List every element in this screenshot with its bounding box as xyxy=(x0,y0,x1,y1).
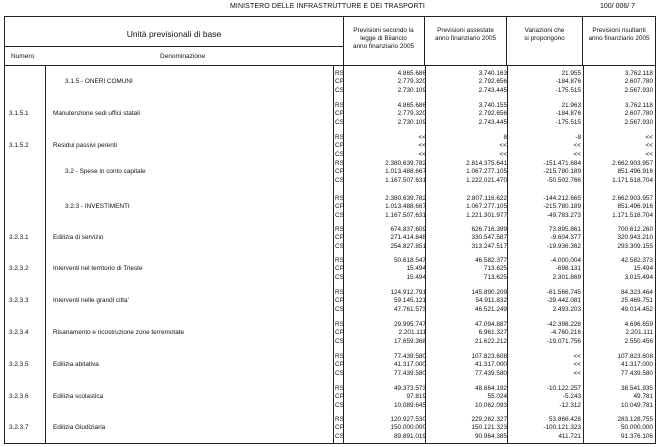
table-cell: << xyxy=(418,150,426,158)
row-denomination: Edilizia abitativa xyxy=(53,361,99,368)
table-cell: 15.494 xyxy=(406,273,426,281)
table-cell: -19.936.362 xyxy=(546,242,581,250)
row-values-c3 xyxy=(510,195,581,220)
table-cell: 77.439.580 xyxy=(475,369,507,377)
row-values-c3 xyxy=(510,321,581,346)
row-code: CS xyxy=(335,305,344,313)
table-cell: 3.015.494 xyxy=(624,273,653,281)
table-cell: 107.823.608 xyxy=(617,353,653,360)
row-code: CP xyxy=(335,142,344,150)
table-cell: 25.469.751 xyxy=(621,297,653,305)
table-cell: -50.502.766 xyxy=(546,176,581,184)
row-codes xyxy=(335,102,349,127)
row-code: RS xyxy=(335,321,344,328)
table-cell: 2.792.656 xyxy=(478,110,507,118)
row-code: CP xyxy=(335,424,344,432)
column-previsioni-assestate: Previsioni assestate anno finanziario 2005 xyxy=(425,17,507,65)
table-cell: << xyxy=(645,142,653,150)
table-cell: 2.662.903.957 xyxy=(612,160,653,167)
table-cell: -144.212.665 xyxy=(543,195,581,202)
row-values-c4 xyxy=(585,353,653,378)
table-cell: -100.121.323 xyxy=(543,424,581,432)
row-values-c3 xyxy=(510,416,581,441)
row-code: RS xyxy=(335,102,344,109)
row-values-c4 xyxy=(585,160,653,185)
table-cell: 73.895.861 xyxy=(549,226,581,233)
row-values-c2 xyxy=(430,70,507,95)
row-values-c4 xyxy=(585,321,653,346)
table-cell: << xyxy=(573,369,581,377)
row-codes xyxy=(335,416,349,441)
row-values-c2 xyxy=(430,289,507,314)
table-header xyxy=(5,17,655,66)
table-cell: 42.582.373 xyxy=(621,257,653,264)
table-cell: 54.911.832 xyxy=(475,297,507,305)
row-values-c2 xyxy=(430,353,507,378)
row-code: CS xyxy=(335,337,344,345)
row-code: CS xyxy=(335,432,344,440)
table-cell: 1.171.518.704 xyxy=(612,176,653,184)
column-numero: Numero xyxy=(11,53,35,60)
table-cell: -19.071.756 xyxy=(546,337,581,345)
table-cell: -4.000.004 xyxy=(550,257,581,264)
table-cell: -5.243 xyxy=(562,393,581,401)
table-cell: 1.221.301.977 xyxy=(466,211,507,219)
table-cell: -151.471.684 xyxy=(543,160,581,167)
table-cell: 97.819 xyxy=(406,393,426,401)
row-codes xyxy=(335,353,349,378)
table-cell: 145.890.209 xyxy=(471,289,507,296)
row-values-c2 xyxy=(430,385,507,410)
table-cell: 89.891.019 xyxy=(394,432,426,440)
row-values-c4 xyxy=(585,102,653,127)
table-cell: 47.761.573 xyxy=(394,305,426,313)
table-cell: 2.662.903.957 xyxy=(612,195,653,202)
table-cell: 411.721 xyxy=(558,432,581,440)
table-cell: 271.414.848 xyxy=(390,234,426,242)
row-code: RS xyxy=(335,353,344,360)
table-cell: 851.496.916 xyxy=(617,168,653,176)
table-cell: << xyxy=(645,150,653,158)
table-cell: -61.566.745 xyxy=(546,289,581,296)
row-number: 3.2.3.6 xyxy=(9,393,29,400)
row-code: CS xyxy=(335,401,344,409)
row-code: RS xyxy=(335,134,344,141)
row-denomination: 3.1.5 - ONERI COMUNI xyxy=(65,78,133,85)
row-values-c1 xyxy=(350,160,426,185)
table-cell: -215.780.189 xyxy=(543,168,581,176)
row-number: 3.2.3.4 xyxy=(9,329,29,336)
table-cell: 17.659.368 xyxy=(394,337,426,345)
table-cell: << xyxy=(573,361,581,369)
row-denomination: Risanamento e ricostruzione zone terremotate xyxy=(53,329,185,336)
table-cell: 55.024 xyxy=(487,393,507,401)
table-cell: -12.312 xyxy=(559,401,581,409)
table-cell: << xyxy=(499,142,507,150)
row-values-c3 xyxy=(510,385,581,410)
table-cell: 15.494 xyxy=(406,265,426,273)
row-denomination: Manutenzione sedi uffici statali xyxy=(53,110,140,117)
row-values-c1 xyxy=(350,226,426,251)
table-cell: 1.167.507.631 xyxy=(385,176,426,184)
row-values-c1 xyxy=(350,195,426,220)
table-cell: 46.521.249 xyxy=(475,305,507,313)
table-cell: 2.567.930 xyxy=(624,118,653,126)
table-cell: 3.762.118 xyxy=(625,70,653,77)
table-cell: 2.779.320 xyxy=(397,78,426,86)
table-cell: 38.541.935 xyxy=(621,385,653,392)
row-codes xyxy=(335,257,349,282)
table-cell: << xyxy=(645,134,653,141)
table-cell: 330.547.587 xyxy=(471,234,507,242)
row-code: CP xyxy=(335,78,344,86)
row-values-c3 xyxy=(510,160,581,185)
row-values-c1 xyxy=(350,257,426,282)
row-values-c4 xyxy=(585,195,653,220)
table-cell: 2.607.780 xyxy=(624,78,653,86)
table-cell: 107.823.608 xyxy=(471,353,507,360)
table-cell: 674.837.609 xyxy=(390,226,426,233)
row-code: RS xyxy=(335,160,344,167)
table-cell: 2.380.639.782 xyxy=(385,160,426,167)
table-cell: 120.927.530 xyxy=(390,416,426,423)
table-cell: 77.439.580 xyxy=(621,369,653,377)
row-values-c1 xyxy=(350,416,426,441)
row-values-c3 xyxy=(510,353,581,378)
table-cell: 293.309.155 xyxy=(617,242,653,250)
row-code: CP xyxy=(335,110,344,118)
table-cell: -184.876 xyxy=(555,78,581,86)
table-cell: << xyxy=(573,150,581,158)
column-previsioni-legge: Previsioni secondo la legge di Bilancio anno finanziario 2005 xyxy=(343,17,425,65)
table-cell: -175.515 xyxy=(555,86,581,94)
row-code: CS xyxy=(335,150,344,158)
row-code: RS xyxy=(335,70,344,77)
table-cell: -29.442.081 xyxy=(546,297,581,305)
table-cell: 15.494 xyxy=(633,265,653,273)
row-values-c4 xyxy=(585,416,653,441)
row-values-c4 xyxy=(585,385,653,410)
row-denomination: Edilizia Giudiziaria xyxy=(53,424,106,431)
table-cell: 21.963 xyxy=(561,102,581,109)
row-denomination: 3.2.3 - INVESTIMENTI xyxy=(65,203,130,210)
row-denomination: 3.2 - Spese in conto capitale xyxy=(65,168,146,175)
table-cell: << xyxy=(573,142,581,150)
row-denomination: Residui passivi perenti xyxy=(53,142,117,149)
column-previsioni-risultanti: Previsioni risultanti anno finanziario 2005 xyxy=(588,27,650,42)
unit-title: Unità previsionali di base xyxy=(126,29,222,39)
table-cell: 1.013.488.667 xyxy=(385,168,426,176)
table-cell: 6.961.327 xyxy=(478,329,507,337)
row-code: CP xyxy=(335,393,344,401)
document-header xyxy=(0,3,663,13)
table-cell: 4.865.686 xyxy=(397,102,426,109)
table-cell: 1.013.488.667 xyxy=(385,203,426,211)
row-codes xyxy=(335,289,349,314)
row-values-c3 xyxy=(510,257,581,282)
table-cell: 59.145.121 xyxy=(394,297,426,305)
row-values-c1 xyxy=(350,353,426,378)
table-cell: 713.625 xyxy=(483,273,507,281)
table-cell: 1.222.021.470 xyxy=(466,176,507,184)
row-values-c4 xyxy=(585,134,653,159)
row-values-c1 xyxy=(350,102,426,127)
row-values-c3 xyxy=(510,102,581,127)
row-code: RS xyxy=(335,416,344,423)
row-number: 3.1.5.2 xyxy=(9,142,29,149)
table-cell: 2.730.109 xyxy=(397,86,426,94)
table-cell: 2.567.930 xyxy=(624,86,653,94)
table-cell: 4.696.659 xyxy=(624,321,653,328)
table-cell: 3.740.155 xyxy=(478,102,507,109)
row-code: CP xyxy=(335,265,344,273)
table-cell: 150.000.000 xyxy=(390,424,426,432)
table-cell: 53.866.428 xyxy=(549,416,581,423)
table-cell: 8 xyxy=(503,134,507,141)
table-cell: 49.014.452 xyxy=(621,305,653,313)
column-variazioni: Variazioni che si propongono xyxy=(507,17,583,65)
table-cell: 46.582.377 xyxy=(475,257,507,264)
table-cell: 2.607.780 xyxy=(624,110,653,118)
row-code: CS xyxy=(335,369,344,377)
row-values-c3 xyxy=(510,134,581,159)
row-code: CP xyxy=(335,168,344,176)
row-code: CP xyxy=(335,234,344,242)
row-number: 3.2.3.7 xyxy=(9,424,29,431)
row-denomination: Edilizia scolastica xyxy=(53,393,104,400)
row-code: RS xyxy=(335,195,344,202)
row-values-c2 xyxy=(430,160,507,185)
table-cell: 626.716.399 xyxy=(471,226,507,233)
table-cell: 10.049.781 xyxy=(621,401,653,409)
row-denomination: Interventi nel territorio di Trieste xyxy=(53,265,143,272)
row-codes xyxy=(335,70,349,95)
table-cell: 50.000.000 xyxy=(621,424,653,432)
table-cell: << xyxy=(573,353,581,360)
table-cell: 3.740.163 xyxy=(478,70,507,77)
table-cell: 851.496.916 xyxy=(617,203,653,211)
row-code: CP xyxy=(335,297,344,305)
table-cell: 48.664.192 xyxy=(475,385,507,392)
page-number: 100/ 006/ 7 xyxy=(600,3,636,10)
row-number: 3.2.3.5 xyxy=(9,361,29,368)
table-cell: 2.550.456 xyxy=(624,337,653,345)
row-values-c3 xyxy=(510,226,581,251)
row-code: CP xyxy=(335,203,344,211)
row-code: CS xyxy=(335,86,344,94)
table-cell: -49.783.273 xyxy=(546,211,581,219)
row-values-c2 xyxy=(430,134,507,159)
table-cell: 3.762.118 xyxy=(625,102,653,109)
table-cell: 21.622.212 xyxy=(475,337,507,345)
table-cell: 2.814.375.641 xyxy=(466,160,507,167)
table-cell: 4.865.686 xyxy=(397,70,426,77)
row-values-c1 xyxy=(350,385,426,410)
row-values-c2 xyxy=(430,321,507,346)
row-values-c2 xyxy=(430,195,507,220)
table-cell: 49.781 xyxy=(633,393,653,401)
row-number: 3.2.3.2 xyxy=(9,265,29,272)
table-cell: 1.067.277.105 xyxy=(466,203,507,211)
table-cell: -42.398.228 xyxy=(546,321,581,328)
table-cell: 1.171.518.704 xyxy=(612,211,653,219)
row-values-c3 xyxy=(510,70,581,95)
row-values-c2 xyxy=(430,102,507,127)
table-cell: << xyxy=(418,134,426,141)
table-cell: 2.301.869 xyxy=(552,273,581,281)
table-cell: -10.122.257 xyxy=(546,385,581,392)
table-cell: 124.912.791 xyxy=(390,289,426,296)
table-cell: 313.247.517 xyxy=(471,242,507,250)
table-cell: -4.760.216 xyxy=(550,329,581,337)
table-cell: 2.807.116.622 xyxy=(466,195,507,202)
table-cell: -9.604.377 xyxy=(550,234,581,242)
row-code: CS xyxy=(335,242,344,250)
row-values-c4 xyxy=(585,70,653,95)
table-cell: 47.094.887 xyxy=(475,321,507,328)
row-code: RS xyxy=(335,385,344,392)
table-cell: 90.964.385 xyxy=(475,432,507,440)
table-cell: -175.515 xyxy=(555,118,581,126)
row-values-c2 xyxy=(430,416,507,441)
column-denominazione: Denominazione xyxy=(160,53,206,60)
row-number: 3.2.3.1 xyxy=(9,234,29,241)
unit-header xyxy=(5,17,344,65)
table-cell: -215.780.189 xyxy=(543,203,581,211)
row-values-c1 xyxy=(350,289,426,314)
table-cell: 91.376.106 xyxy=(621,432,653,440)
row-number: 3.1.5.1 xyxy=(9,110,29,117)
budget-table xyxy=(4,16,656,444)
table-cell: 2.730.109 xyxy=(397,118,426,126)
table-cell: 2.493.203 xyxy=(552,305,581,313)
table-cell: 320.943.210 xyxy=(617,234,653,242)
table-cell: << xyxy=(499,150,507,158)
table-cell: 10.089.645 xyxy=(394,401,426,409)
table-cell: 229.262.327 xyxy=(471,416,507,423)
row-values-c4 xyxy=(585,289,653,314)
row-number: 3.2.3.3 xyxy=(9,297,29,304)
row-codes xyxy=(335,321,349,346)
table-cell: 50.618.547 xyxy=(394,257,426,264)
table-cell: 41.317.000 xyxy=(475,361,507,369)
row-values-c4 xyxy=(585,257,653,282)
row-values-c1 xyxy=(350,70,426,95)
row-denomination: Interventi nelle grandi citta' xyxy=(53,297,129,304)
table-cell: 41.317.000 xyxy=(621,361,653,369)
table-cell: 29.995.747 xyxy=(394,321,426,328)
row-code: CS xyxy=(335,273,344,281)
table-cell: 77.439.580 xyxy=(394,369,426,377)
table-cell: 1.067.277.105 xyxy=(466,168,507,176)
row-values-c4 xyxy=(585,226,653,251)
table-cell: << xyxy=(418,142,426,150)
row-code: CS xyxy=(335,211,344,219)
table-cell: 2.201.111 xyxy=(625,329,653,337)
row-codes xyxy=(335,385,349,410)
table-cell: 21.955 xyxy=(561,70,581,77)
row-codes xyxy=(335,160,349,185)
table-cell: 700.612.260 xyxy=(617,226,653,233)
table-cell: -184.876 xyxy=(555,110,581,118)
table-cell: 10.062.093 xyxy=(475,401,507,409)
row-values-c1 xyxy=(350,321,426,346)
row-values-c2 xyxy=(430,257,507,282)
table-cell: 1.167.507.631 xyxy=(385,211,426,219)
row-values-c1 xyxy=(350,134,426,159)
row-values-c2 xyxy=(430,226,507,251)
table-cell: 713.625 xyxy=(483,265,507,273)
row-code: RS xyxy=(335,289,344,296)
table-cell: 49.373.573 xyxy=(394,385,426,392)
row-codes xyxy=(335,195,349,220)
row-code: CP xyxy=(335,361,344,369)
table-cell: 150.121.323 xyxy=(471,424,507,432)
table-cell: 77.439.580 xyxy=(394,353,426,360)
row-values-c3 xyxy=(510,289,581,314)
row-code: CS xyxy=(335,176,344,184)
table-cell: 2.743.445 xyxy=(478,118,507,126)
row-code: CS xyxy=(335,118,344,126)
row-code: CP xyxy=(335,329,344,337)
table-cell: 84.323.464 xyxy=(621,289,653,296)
row-codes xyxy=(335,134,349,159)
table-cell: 2.201.111 xyxy=(398,329,426,337)
table-cell: 254.827.851 xyxy=(390,242,426,250)
document-title: MINISTERO DELLE INFRASTRUTTURE E DEI TRASPORTI xyxy=(230,3,425,10)
row-denomination: Edilizia di servizio xyxy=(53,234,104,241)
row-code: RS xyxy=(335,257,344,264)
table-cell: 2.743.445 xyxy=(478,86,507,94)
table-cell: 2.380.639.782 xyxy=(385,195,426,202)
table-cell: 2.792.656 xyxy=(478,78,507,86)
table-cell: -8 xyxy=(575,134,581,141)
row-codes xyxy=(335,226,349,251)
table-cell: 2.779.320 xyxy=(397,110,426,118)
table-cell: 41.317.000 xyxy=(394,361,426,369)
table-cell: 283.128.755 xyxy=(617,416,653,423)
row-code: RS xyxy=(335,226,344,233)
table-cell: -698.131 xyxy=(555,265,581,273)
